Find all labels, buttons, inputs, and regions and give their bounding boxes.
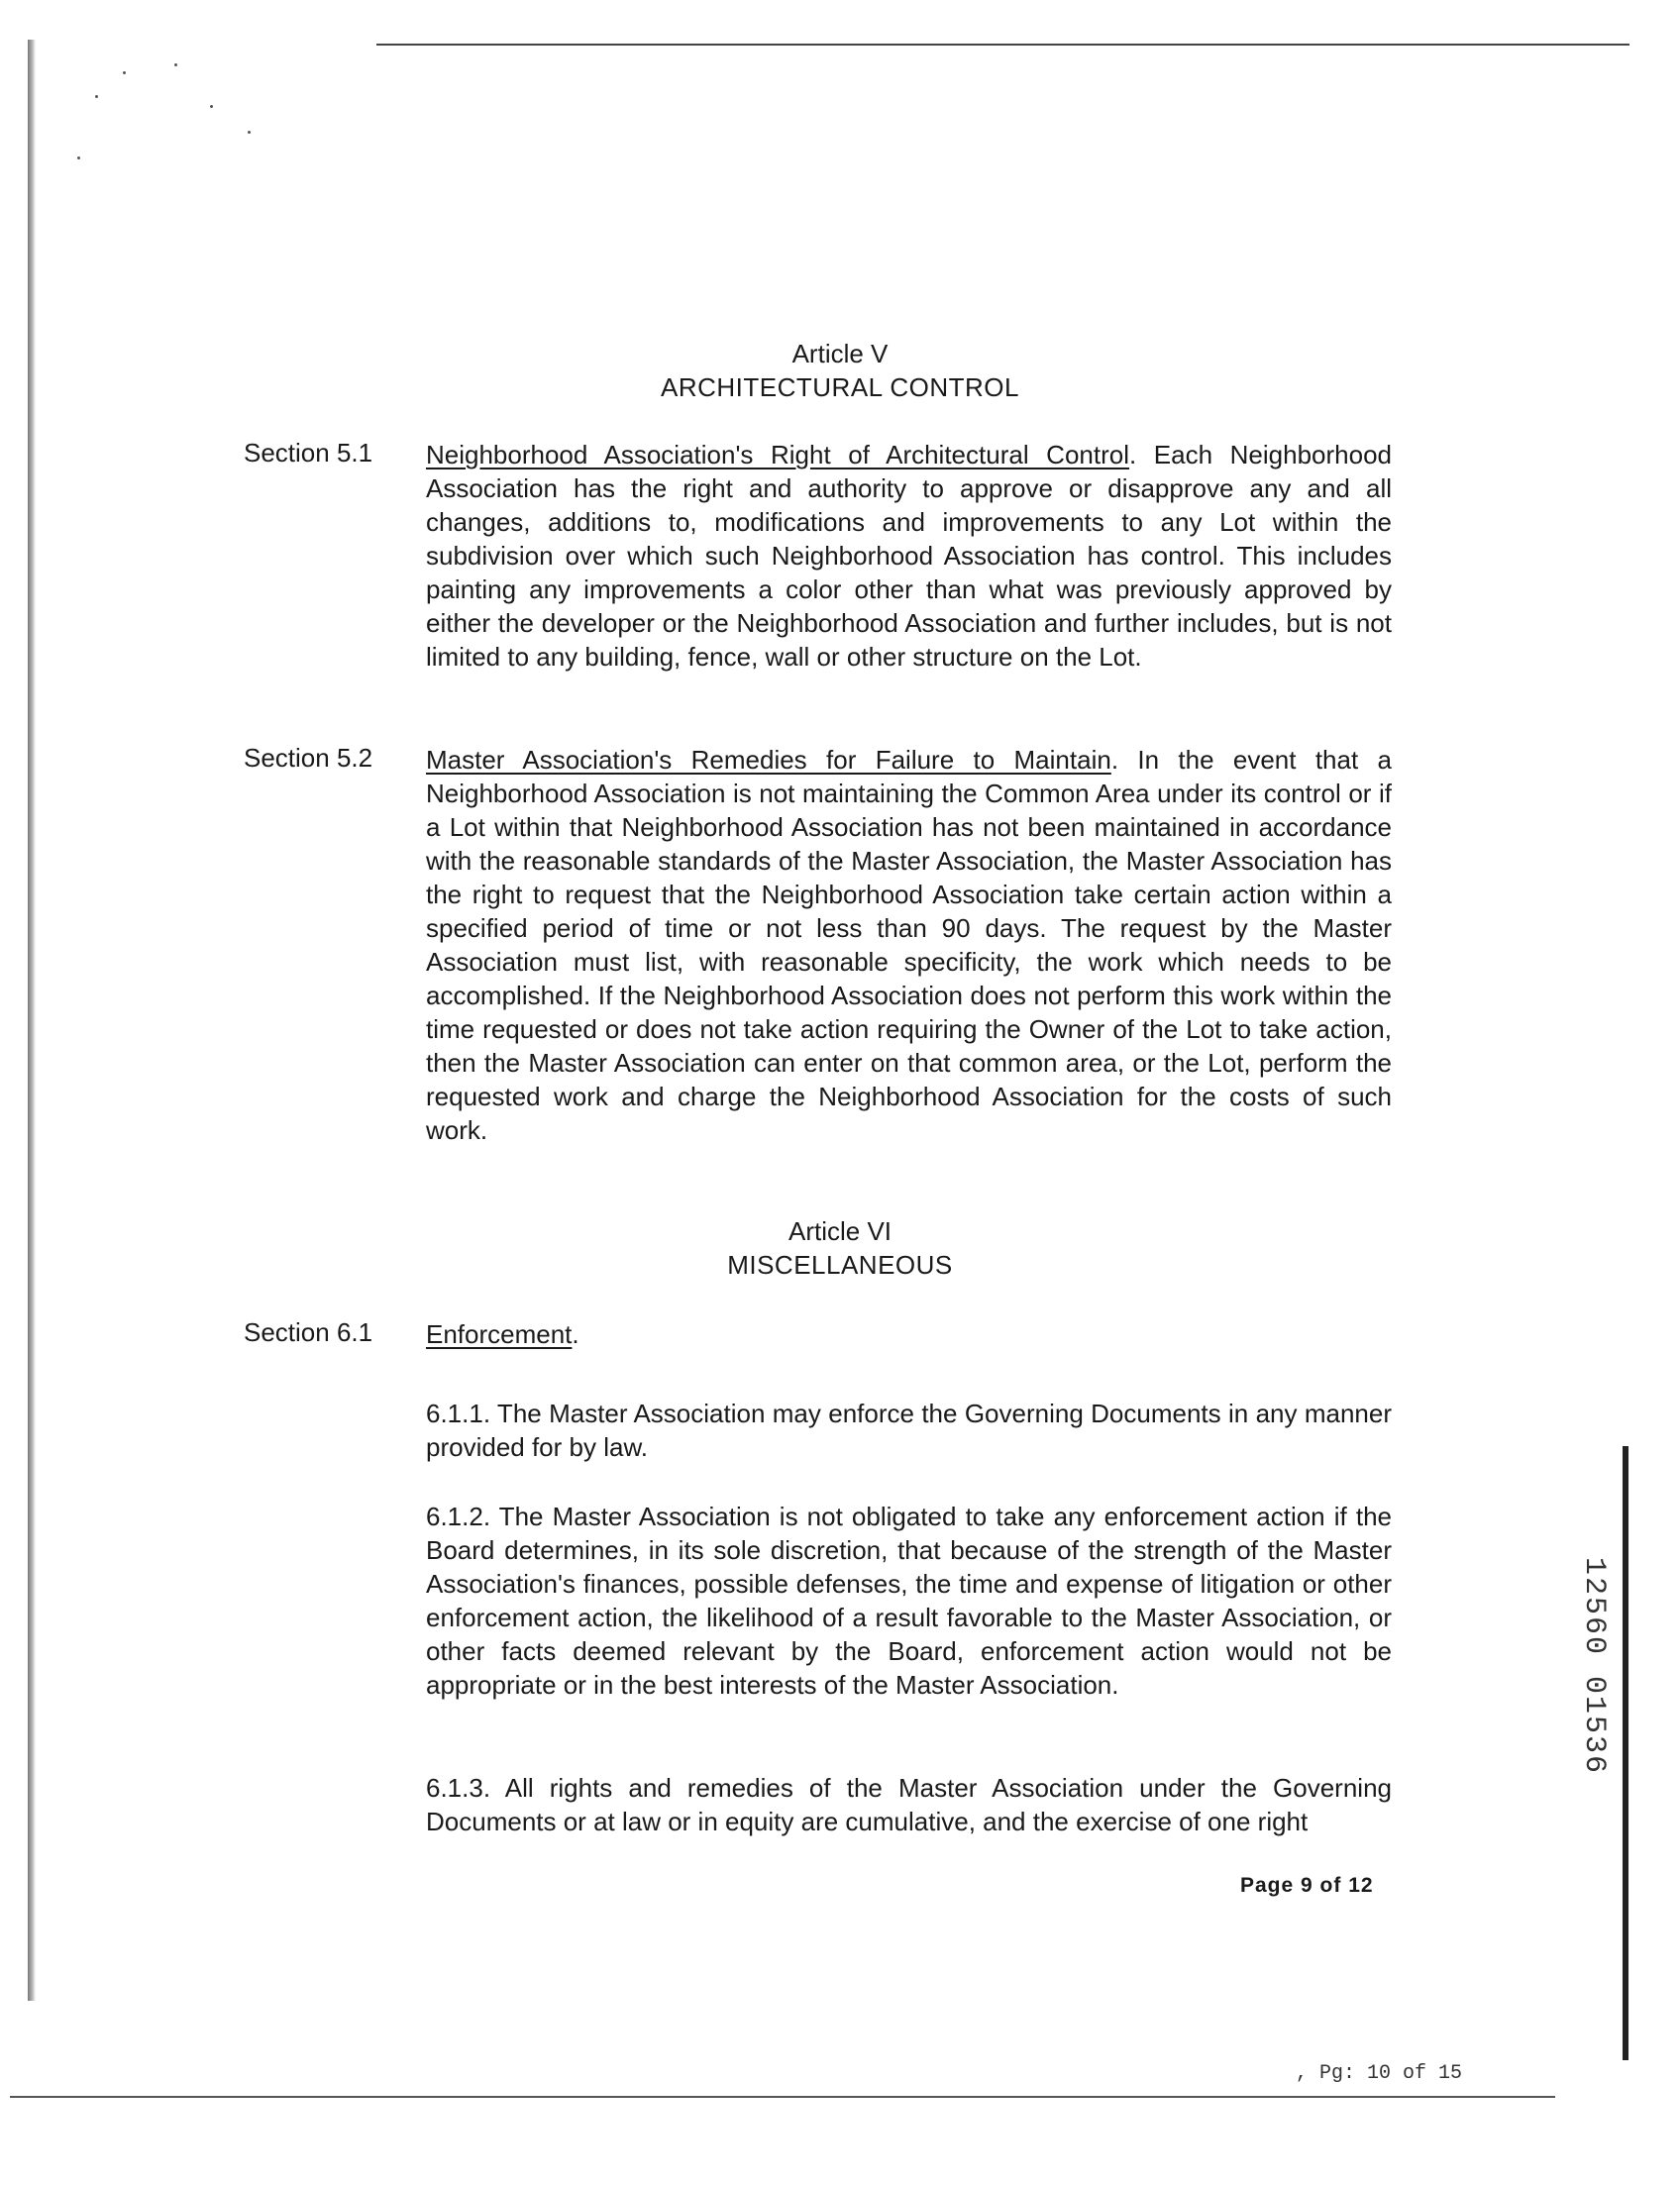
section-6-1-heading-tail: . xyxy=(572,1319,579,1349)
article-v-label: Article V xyxy=(791,339,889,368)
section-5-1-text: . Each Neighborhood Association has the right and authority to approve or disapprove any and all changes, additions to, modifications and improvements to any Lot within the subdivision over which such Neighborhood Association has control. This includes painting any improvements a color other than what was previously approved by either the developer or the Neighborhood Association and further includes, but is not limited to any building, fence, wall or other structure on the Lot. xyxy=(426,440,1392,672)
scan-edge-right xyxy=(1623,1446,1628,2060)
section-6-1-label: Section 6.1 xyxy=(244,1317,373,1347)
section-6-1-heading-line xyxy=(426,1317,1392,1351)
section-5-2-body xyxy=(426,743,1392,1147)
scan-speck xyxy=(248,131,251,134)
paragraph-6-1-3: 6.1.3. All rights and remedies of the Master Association under the Governing Documents or at law or in equity are cumulative, and the exercise of one right xyxy=(426,1773,1392,1836)
scan-speck xyxy=(123,71,126,74)
section-5-2-text: . In the event that a Neighborhood Association is not maintaining the Common Area under its control or if a Lot within that Neighborhood Association has not been maintained in accordance with the reasonable standards of the Master Association, the Master Association has the right to request that the Neighborhood Association take certain action within a specified period of time or not less than 90 days. The request by the Master Association must list, with reasonable specificity, the work which needs to be accomplished. If the Neighborhood Association does not perform this work within the time requested or does not take action requiring the Owner of the Lot to take action, then the Master Association can enter on that common area, or the Lot, perform the requested work and charge the Neighborhood Association for the costs of such work. xyxy=(426,745,1392,1145)
paragraph-6-1-2: 6.1.2. The Master Association is not obligated to take any enforcement action if the Board determines, in its sole discretion, that because of the strength of the Master Association's finances, possible defenses, the time and expense of litigation or other enforcement action, the likelihood of a result favorable to the Master Association, or other facts deemed relevant by the Board, enforcement action would not be appropriate or in the best interests of the Master Association. xyxy=(426,1502,1392,1700)
recorder-page-footer: , Pg: 10 of 15 xyxy=(1296,2062,1463,2085)
book-page-stamp: 12560 01536 xyxy=(1577,1557,1611,1776)
section-5-1-heading: Neighborhood Association's Right of Architectural Control xyxy=(426,440,1129,469)
article-v-title: ARCHITECTURAL CONTROL xyxy=(660,372,1019,402)
page-number: Page 9 of 12 xyxy=(1240,1874,1374,1897)
section-6-1-heading: Enforcement xyxy=(426,1319,573,1349)
section-5-2-label: Section 5.2 xyxy=(244,743,373,773)
paragraph-6-1-1: 6.1.1. The Master Association may enforce the Governing Documents in any manner provided for by law. xyxy=(426,1399,1392,1462)
top-rule xyxy=(376,44,1629,46)
article-v-heading xyxy=(0,337,1680,404)
scan-edge-left xyxy=(28,40,36,2001)
scan-speck xyxy=(174,63,177,66)
article-vi-label: Article VI xyxy=(788,1216,892,1246)
section-5-1-body xyxy=(426,438,1392,674)
scan-speck xyxy=(95,95,98,98)
bottom-rule xyxy=(10,2096,1555,2098)
section-5-2-heading: Master Association's Remedies for Failure to Maintain xyxy=(426,745,1111,775)
article-vi-heading xyxy=(0,1214,1680,1282)
scan-speck xyxy=(77,156,80,159)
scan-speck xyxy=(210,105,213,108)
article-vi-title: MISCELLANEOUS xyxy=(727,1250,953,1280)
section-5-1-label: Section 5.1 xyxy=(244,438,373,468)
